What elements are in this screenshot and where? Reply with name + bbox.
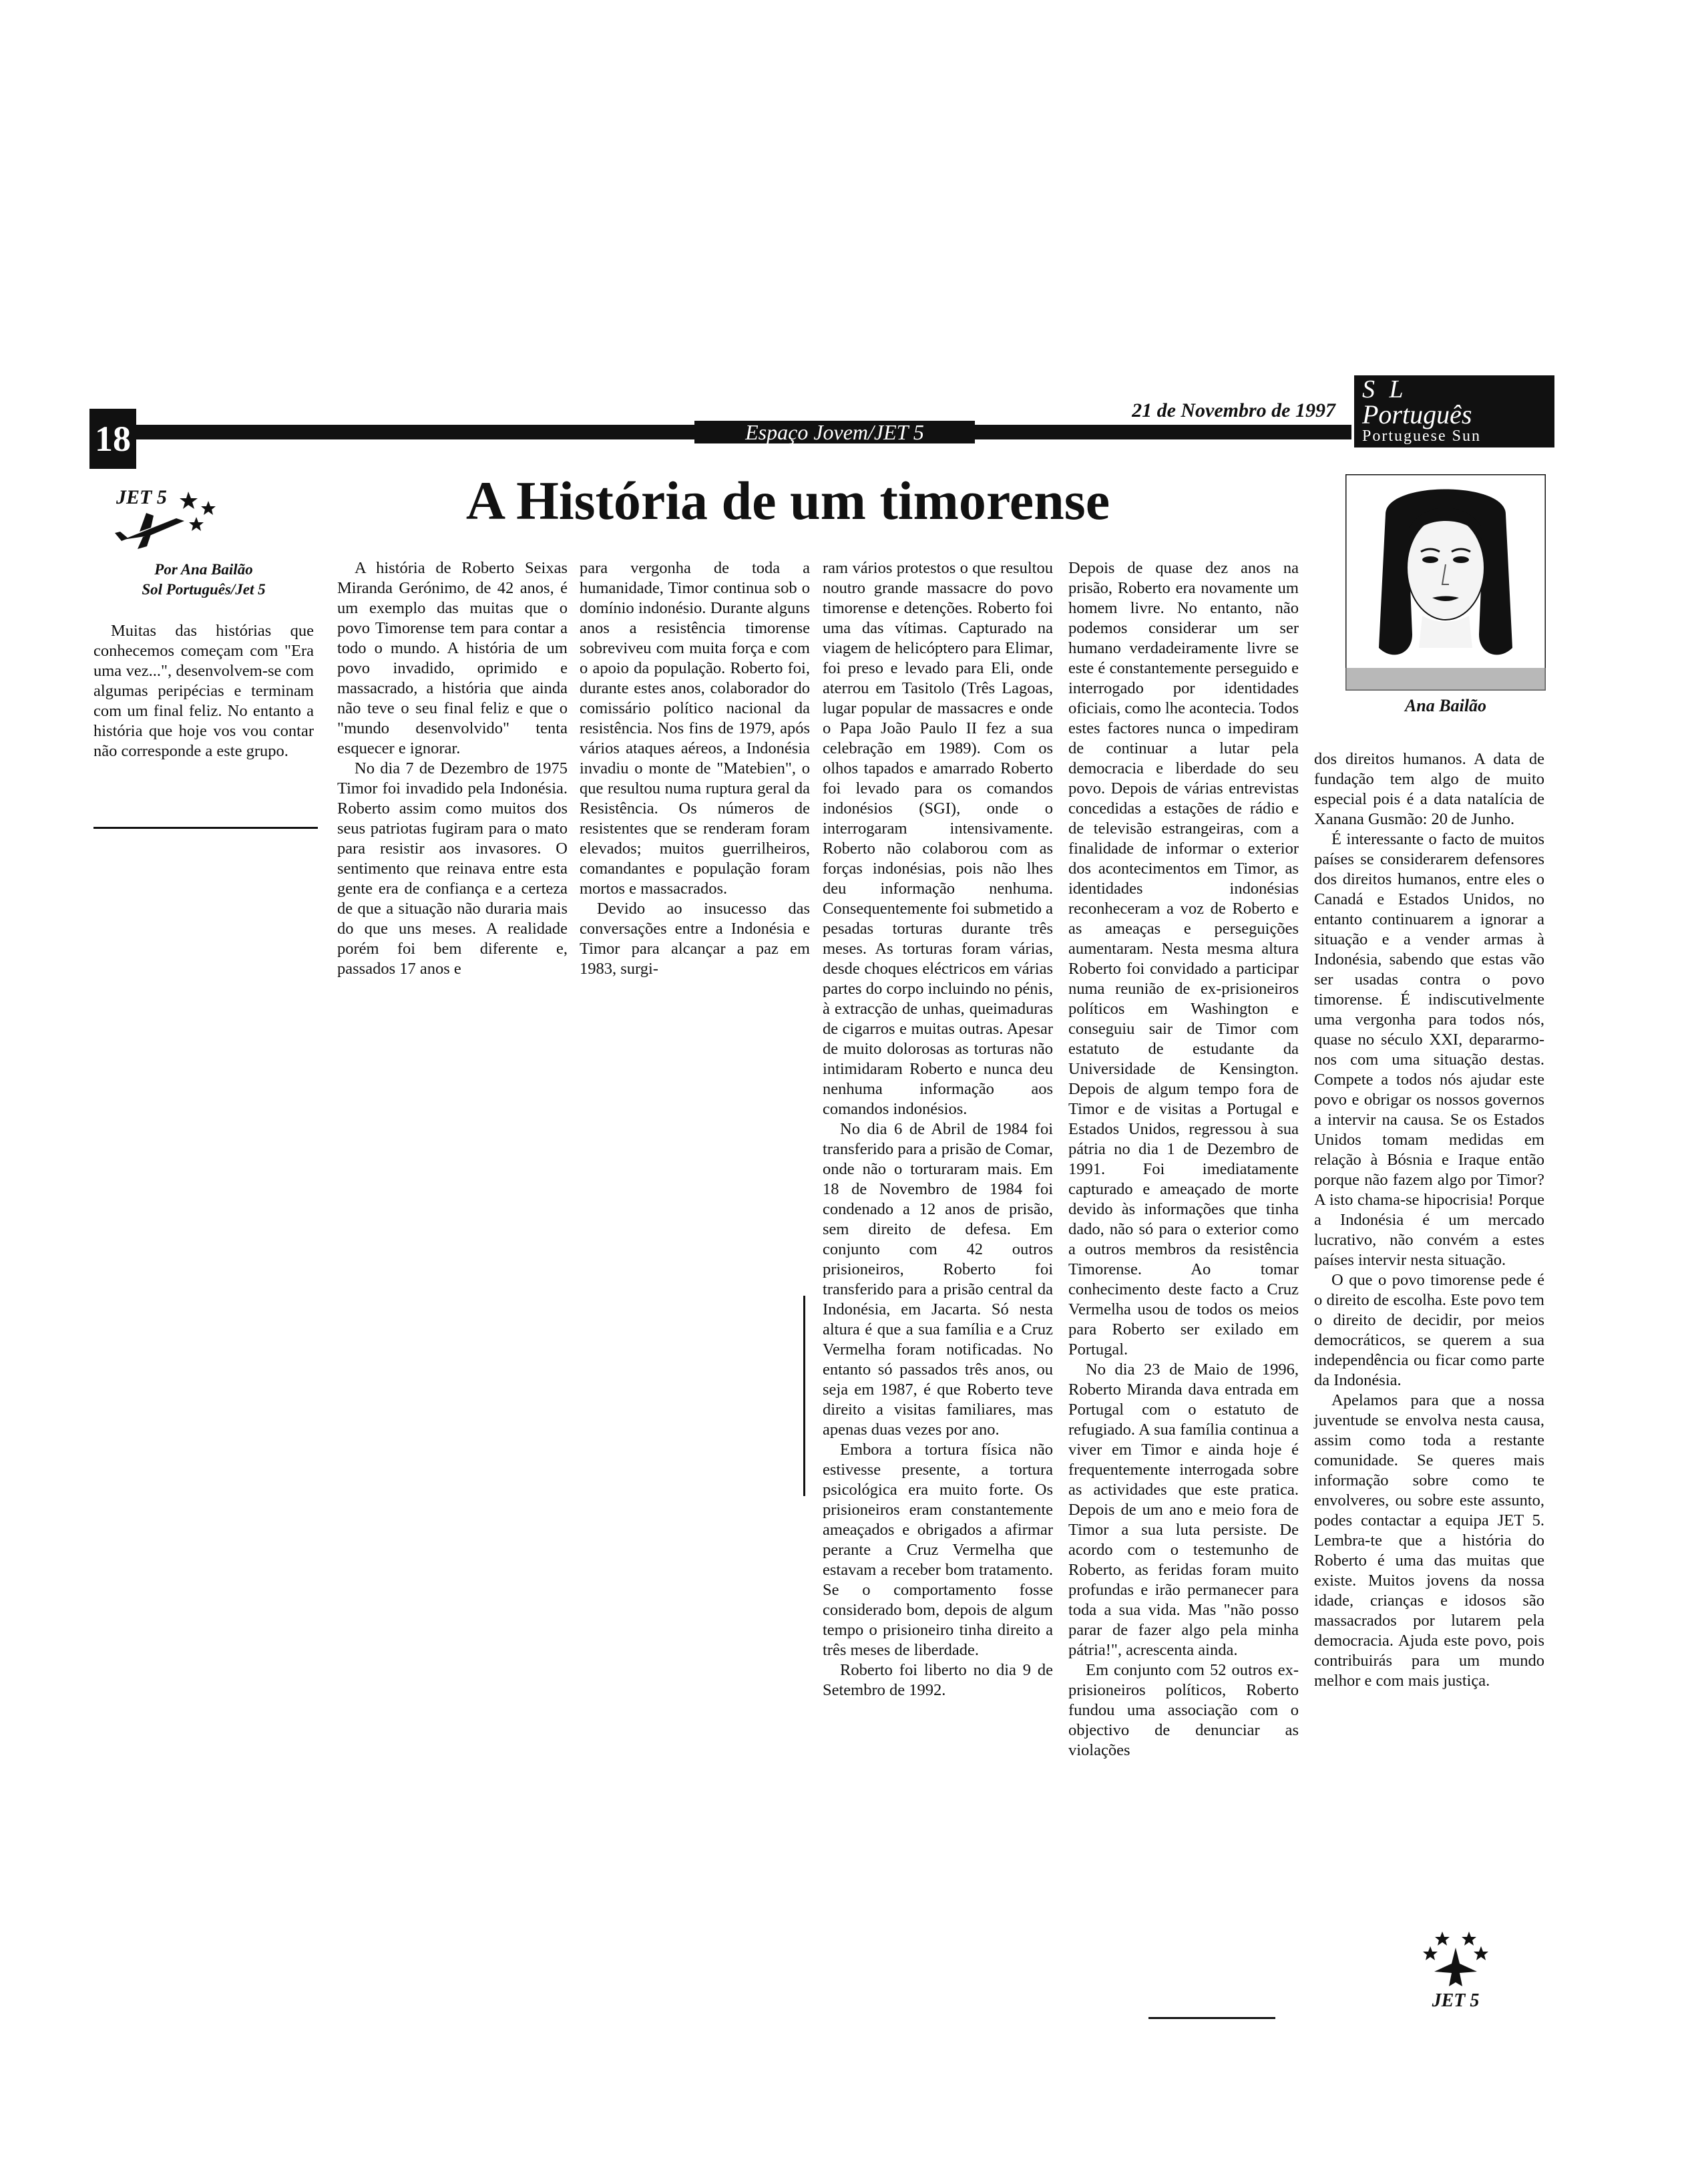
paragraph: para vergonha de toda a humanidade, Timor continua sob o domínio indonésio. Durante alguns anos a resistência timorense sobreviveu com muita força e com o apoio da população. Roberto foi, durante estes anos, colaborador do comissário político nacional da resistência. Nos fins de 1979, após vários ataques aéreos, a Indonésia invadiu o monte de "Matebien", o que resultou numa ruptura geral da Resistência. Os números de resistentes que se renderam foram elevados; muitos guerrilheiros, comandantes e população foram mortos e massacrados. — [580, 559, 810, 898]
paragraph: dos direitos humanos. A data de fundação tem algo de muito especial pois é a data natalícia de Xanana Gusmão: 20 de Junho. — [1314, 750, 1544, 828]
portrait-image — [1345, 474, 1546, 691]
paragraph: Depois de quase dez anos na prisão, Roberto era novamente um homem livre. No entanto, não podemos considerar um ser humano verdadeiramente livre se este é constantemente perseguido e interrogado por identidades oficiais, como lhe acontecia. Todos estes factores nunca o impediram de continuar a lutar pela democracia e liberdade do seu povo. Depois de várias entrevistas concedidas a estações de rádio e de televisão estrangeiras, com a finalidade de informar o exterior dos acontecimentos em Timor, as identidades indonésias reconheceram a voz de Roberto e as ameaças e perseguições aumentaram. Nesta mesma altura Roberto foi convidado a participar numa reunião de ex-prisioneiros políticos em Washington e conseguiu sair de Timor com estatuto de estudante da Universidade de Kensington. Depois de algum tempo fora de Timor e de visitas a Portugal e Estados Unidos, regressou à sua pátria no dia 1 de Dezembro de 1991. Foi imediatamente capturado e ameaçado de morte devido às informações que tinha dado, não só para o exterior como a outros membros da resistência Timorense. Ao tomar conhecimento deste facto a Cruz Vermelha usou de todos os meios para Roberto ser exilado em Portugal. — [1068, 559, 1299, 1358]
paragraph: É interessante o facto de muitos países se considerarem defensores dos direitos humanos, entre eles o Canadá e Estados Unidos, no entanto continuarem a ignorar a situação e a vender armas à Indonésia, sabendo que estas vão ser usadas contra o povo timorense. É indiscutivelmente uma vergonha para todos nós, quase no século XXI, depararmo-nos com uma situação destas. Compete a todos nós ajudar este povo e obrigar os nossos governos a intervir na causa. Se os Estados Unidos tomam medidas em relação à Bósnia e Iraque então porque não fazem algo por Timor? A isto chama-se hipocrisia! Porque a Indonésia é um mercado lucrativo, não convém a estes países intervir nesta situação. — [1314, 830, 1544, 1269]
paragraph: No dia 23 de Maio de 1996, Roberto Miranda dava entrada em Portugal com o estatuto de refugiado. A sua família continua a viver em Timor e ainda hoje é frequentemente interrogada sobre as actividades que este pratica. Depois de um ano e meio fora de Timor a sua luta persiste. De acordo com o testemunho de Roberto, as feridas foram muito profundas e irão permanecer para toda a sua vida. Mas "não posso parar de fazer algo pela minha pátria!", acrescenta ainda. — [1068, 1360, 1299, 1659]
byline — [93, 560, 314, 600]
paragraph: Apelamos para que a nossa juventude se envolva nesta causa, assim como toda a restante comunidade. Se queres mais informação sobre como te envolveres, ou sobre este assunto, podes contactar a equipa JET 5. Lembra-te que a história do Roberto é uma das muitas que existe. Muitos jovens da nossa idade, crianças e idosos são massacrados por lutarem pela democracia. Ajuda este povo, pois contribuirás para um mundo melhor e com mais justiça. — [1314, 1391, 1544, 1690]
section-label: Espaço Jovem/JET 5 — [694, 421, 975, 443]
page-number: 18 — [89, 409, 136, 469]
masthead — [1354, 375, 1554, 447]
photo-caption: Ana Bailão — [1404, 696, 1487, 715]
masthead-line2: Português — [1362, 399, 1472, 429]
paragraph: No dia 6 de Abril de 1984 foi transferido para a prisão de Comar, onde não o torturaram mais. Em 18 de Novembro de 1984 foi condenado a 12 anos de prisão, sem direito de defesa. Em conjunto com 42 outros prisioneiros, Roberto foi transferido para a prisão central da Indonésia, em Jacarta. Só nesta altura é que a sua família e a Cruz Vermelha foram notificadas. No entanto só passados três anos, ou seja em 1987, é que Roberto teve direito a visitas familiares, mas apenas duas vezes por ano. — [823, 1120, 1053, 1439]
column-divider — [803, 1296, 805, 1496]
paragraph: Devido ao insucesso das conversações entre a Indonésia e Timor para alcançar a paz em 1983, surgi- — [580, 900, 810, 978]
article-column-3 — [580, 558, 810, 979]
byline-source: Sol Português/Jet 5 — [142, 581, 266, 598]
headline: A História de um timorense — [465, 470, 1110, 531]
article-column-4 — [823, 558, 1053, 1700]
intro-column — [93, 621, 314, 761]
jet5-footer-logo — [1416, 1929, 1496, 2009]
article-column-2 — [337, 558, 568, 979]
masthead-line3: Portuguese Sun — [1362, 427, 1481, 445]
issue-date: 21 de Novembro de 1997 — [1132, 399, 1335, 421]
jet5-logo-label: JET 5 — [116, 486, 167, 508]
paragraph: Em conjunto com 52 outros ex-prisioneiros políticos, Roberto fundou uma associação com o objectivo de denunciar as violações — [1068, 1661, 1299, 1759]
article-column-6 — [1314, 749, 1544, 1691]
paragraph: No dia 7 de Dezembro de 1975 Timor foi invadido pela Indonésia. Roberto assim como muitos dos seus patriotas fugiram para o mato para resistir aos invasores. O sentimento que reinava entre esta gente era de confiança e a certeza de que a situação não duraria mais do que uns meses. A realidade porém foi bem diferente e, passados 17 anos e — [337, 759, 568, 978]
article-column-5 — [1068, 558, 1299, 1761]
jet5-footer-label: JET 5 — [1432, 1990, 1480, 2011]
paragraph: Roberto foi liberto no dia 9 de Setembro de 1992. — [823, 1661, 1053, 1699]
paragraph: ram vários protestos o que resultou noutro grande massacre do povo timorense e detenções. Roberto foi uma das vítimas. Capturado na viagem de helicóptero para Elimar, foi preso e levado para Eli, onde aterrou em Tasitolo (Três Lagoas, lugar popular de massacres e onde o Papa João Paulo II fez a sua celebração em 1989). Com os olhos tapados e amarrado Roberto foi levado para os comandos indonésios (SGI), onde o interrogaram intensivamente. Roberto não colaborou com as forças indonésias, pois não lhes deu informação nenhuma. Consequentemente foi submetido a pesadas torturas durante três meses. As torturas foram várias, desde choques eléctricos em várias partes do corpo incluindo no pénis, à extracção de unhas, queimaduras de cigarros e muitas outras. Apesar de muito dolorosas as torturas não intimidaram Roberto e nunca deu nenhuma informação aos comandos indonésios. — [823, 559, 1053, 1118]
jet5-logo — [110, 486, 230, 553]
stars-plane-icon — [1416, 1929, 1496, 1992]
paragraph: Embora a tortura física não estivesse presente, a tortura psicológica era muito forte. Os prisioneiros eram constantemente ameaçados e obrigados a afirmar perante a Cruz Vermelha que estavam a receber bom tratamento. Se o comportamento fosse considerado bom, depois de algum tempo o prisioneiro tinha direito a três meses de liberdade. — [823, 1441, 1053, 1659]
masthead-line1: S L — [1362, 375, 1408, 403]
paragraph: A história de Roberto Seixas Miranda Gerónimo, de 42 anos, é um exemplo das muitas que o povo Timorense tem para contar a todo o mundo. A história de um povo invadido, oprimido e massacrado, a história que ainda não teve o seu final feliz e que o "mundo desenvolvido" tenta esquecer e ignorar. — [337, 559, 568, 757]
author-photo — [1345, 474, 1546, 691]
bottom-dash — [1148, 2017, 1275, 2019]
intro-paragraph: Muitas das histórias que conhecemos começam com "Era uma vez...", desenvolvem-se com algumas peripécias e terminam com um final feliz. No entanto a história que hoje vos vou contar não corresponde a este grupo. — [93, 622, 314, 760]
byline-author: Por Ana Bailão — [154, 561, 253, 578]
intro-rule — [93, 827, 318, 829]
paragraph: O que o povo timorense pede é o direito de escolha. Este povo tem o direito de decidir, por meios democráticos, se querem a sua independência ou ficar como parte da Indonésia. — [1314, 1271, 1544, 1389]
